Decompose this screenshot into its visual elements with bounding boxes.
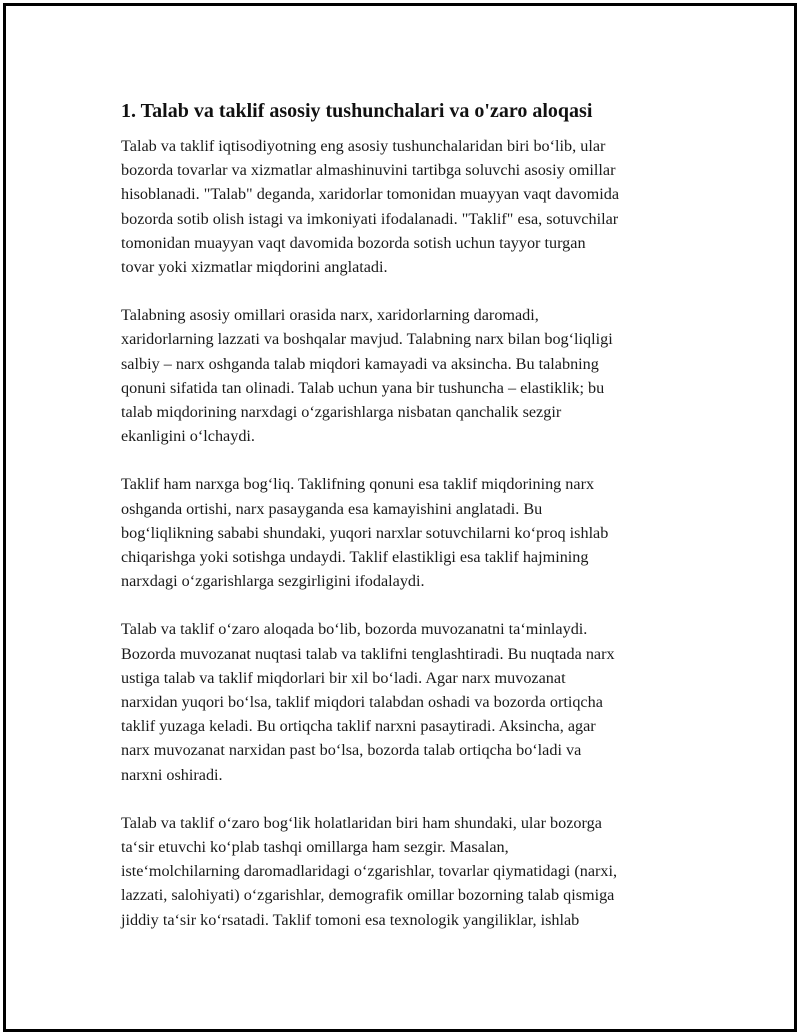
paragraph-supply-law: Taklif ham narxga bog‘liq. Taklifning qonuni esa taklif miqdorining narx oshganda ortishi, narx pasayganda esa kamayishini anglatadi. Bu bog‘liqlikning sababi shundaki, yuqori narxlar sotuvchilarni ko‘proq ishlab chiqarishga yoki sotishga undaydi. Taklif elastikligi esa taklif hajmining narxdagi o‘zgarishlarga sezgirligini ifodalaydi. <box>121 475 609 591</box>
paragraph-equilibrium: Talab va taklif o‘zaro aloqada bo‘lib, bozorda muvozanatni ta‘minlaydi. Bozorda muvozanat nuqtasi talab va taklifni tenglashtiradi. Bu nuqtada narx ustiga talab va taklif miqdorlari bir xil bo‘ladi. Agar narx muvozanat narxidan yuqori bo‘lsa, taklif miqdori talabdan oshadi va bozorda ortiqcha taklif yuzaga keladi. Bu ortiqcha taklif narxni pasaytiradi. Aksincha, agar narx muvozanat narxidan past bo‘lsa, bozorda talab ortiqcha bo‘ladi va narxni oshiradi. <box>121 620 615 784</box>
page-border <box>3 3 797 1032</box>
document-body <box>121 98 666 956</box>
section-heading: 1. Talab va taklif asosiy tushunchalari va o'zaro aloqasi <box>121 100 593 122</box>
paragraph-demand-factors: Talabning asosiy omillari orasida narx, xaridorlarning daromadi, xaridorlarning lazzati va boshqalar mavjud. Talabning narx bilan bog‘liqligi salbiy – narx oshganda talab miqdori kamayadi va aksincha. Bu talabning qonuni sifatida tan olinadi. Talab uchun yana bir tushuncha – elastiklik; bu talab miqdorining narxdagi o‘zgarishlarga nisbatan qanchalik sezgir ekanligini o‘lchaydi. <box>121 306 613 446</box>
paragraph-definitions: Talab va taklif iqtisodiyotning eng asosiy tushunchalaridan biri bo‘lib, ular bozorda tovarlar va xizmatlar almashinuvini tartibga soluvchi asosiy omillar hisoblanadi. "Talab" deganda, xaridorlar tomonidan muayyan vaqt davomida bozorda sotib olish istagi va imkoniyati ifodalanadi. "Taklif" esa, sotuvchilar tomonidan muayyan vaqt davomida bozorda sotish uchun tayyor turgan tovar yoki xizmatlar miqdorini anglatadi. <box>121 137 620 277</box>
paragraph-external-factors: Talab va taklif o‘zaro bog‘lik holatlaridan biri ham shundaki, ular bozorga ta‘sir etuvchi ko‘plab tashqi omillarga ham sezgir. Masalan, iste‘molchilarning daromadlaridagi o‘zgarishlar, tovarlar qiymatidagi (narxi, lazzati, salohiyati) o‘zgarishlar, demografik omillar bozorning talab qismiga jiddiy ta‘sir ko‘rsatadi. Taklif tomoni esa texnologik yangiliklar, ishlab <box>121 813 618 929</box>
